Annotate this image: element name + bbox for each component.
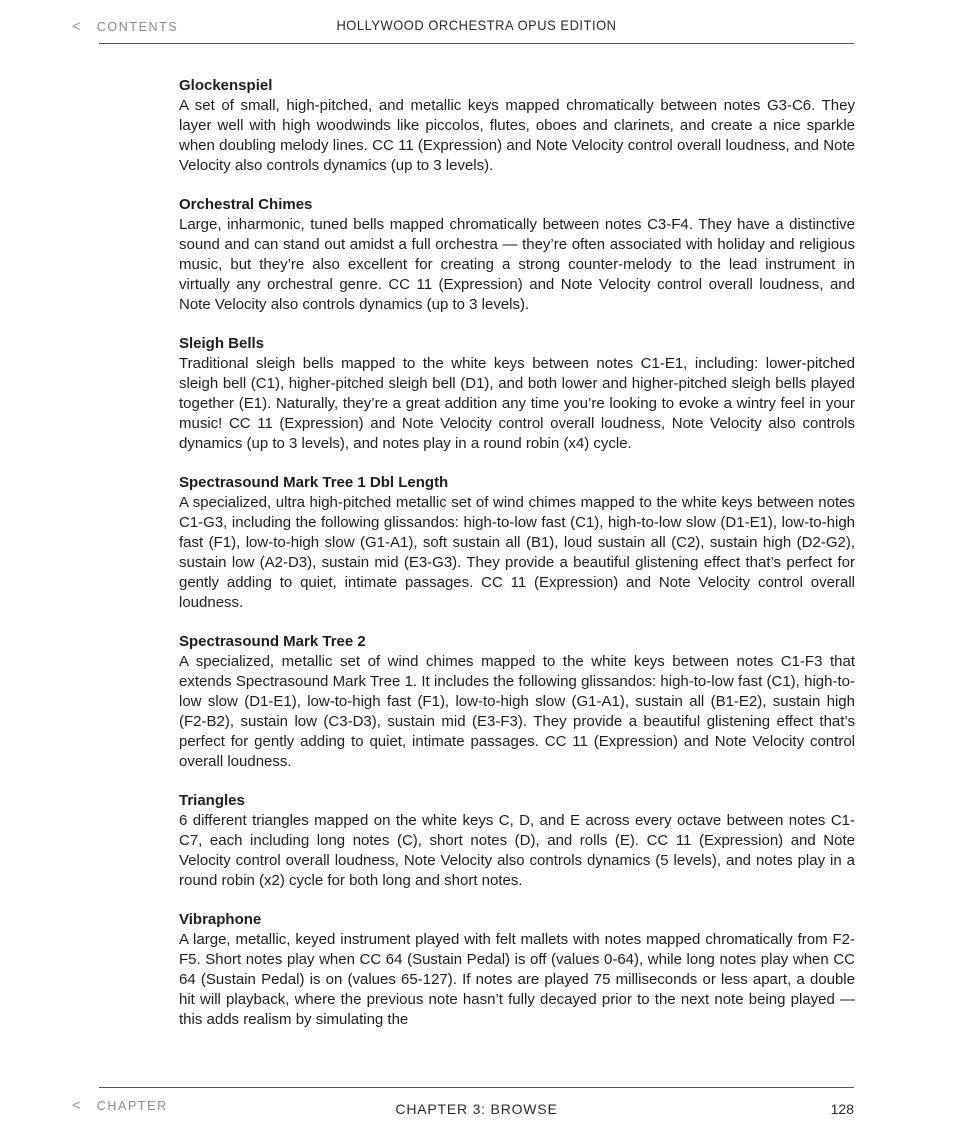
chevron-left-icon: < bbox=[72, 18, 81, 35]
document-title: HOLLYWOOD ORCHESTRA OPUS EDITION bbox=[336, 17, 617, 33]
section-heading: Vibraphone bbox=[179, 911, 262, 929]
section-heading: Sleigh Bells bbox=[179, 335, 265, 353]
chapter-title: CHAPTER 3: BROWSE bbox=[395, 1101, 558, 1117]
contents-link-label: CONTENTS bbox=[96, 19, 179, 34]
page-footer bbox=[96, 1087, 854, 1134]
page-content bbox=[179, 76, 855, 1049]
section-body: A specialized, metallic set of wind chimes mapped to the white keys between notes C1-F3 that extends Spectrasound Mark Tree 1. It includes the following glissandos: high-to-low fast (C1), high-to-low slow (D1-E1), low-to-high fast (F1), low-to-high slow (G1-A1), sustain all (B1-E2), sustain high (F2-B2), sustain low (C3-D3), sustain mid (E3-F3). They provide a beautiful glistening effect that’s perfect for gently adding to quiet, intimate passages. CC 11 (Expression) and Note Velocity control overall loudness. bbox=[179, 653, 855, 770]
chevron-left-icon: < bbox=[72, 1097, 81, 1114]
section-mark-tree-1 bbox=[179, 473, 855, 612]
page-header bbox=[96, 0, 854, 44]
section-vibraphone bbox=[179, 910, 855, 1030]
section-mark-tree-2 bbox=[179, 632, 855, 771]
section-body: A specialized, ultra high-pitched metallic set of wind chimes mapped to the white keys between notes C1-G3, including the following glissandos: high-to-low fast (C1), high-to-low slow (D1-E1), low-to-high fast (F1), low-to-high slow (G1-A1), soft sustain all (B1), loud sustain all (C2), sustain high (D2-G2), sustain low (A2-D3), sustain mid (E3-G3). They provide a beautiful glistening effect that’s perfect for gently adding to quiet, intimate passages. CC 11 (Expression) and Note Velocity control overall loudness. bbox=[179, 494, 855, 611]
chapter-link-label: CHAPTER bbox=[96, 1098, 168, 1113]
section-orchestral-chimes bbox=[179, 195, 855, 315]
page-number: 128 bbox=[830, 1101, 854, 1117]
section-sleigh-bells bbox=[179, 334, 855, 454]
section-body: A large, metallic, keyed instrument played with felt mallets with notes mapped chromatically from F2-F5. Short notes play when CC 64 (Sustain Pedal) is off (values 0-64), while long notes play when CC 64 (Sustain Pedal) is on (values 65-127). If notes are played 75 milliseconds or less apart, a double hit will playback, where the previous note hasn’t fully decayed prior to the next note being played — this adds realism by simulating the bbox=[179, 931, 855, 1028]
section-triangles bbox=[179, 791, 855, 891]
section-heading: Glockenspiel bbox=[179, 77, 273, 94]
section-heading: Spectrasound Mark Tree 2 bbox=[179, 633, 366, 651]
contents-link[interactable] bbox=[72, 16, 178, 37]
section-heading: Orchestral Chimes bbox=[179, 196, 313, 214]
section-heading: Spectrasound Mark Tree 1 Dbl Length bbox=[179, 474, 449, 492]
section-body: Traditional sleigh bells mapped to the white keys between notes C1-E1, including: lower-pitched sleigh bell (C1), higher-pitched sleigh bell (D1), and both lower and higher-pitched sleigh bells played together (E1). Naturally, they’re a great addition any time you’re looking to evoke a wintry feel in your music! CC 11 (Expression) and Note Velocity control overall loudness, Note Velocity also controls dynamics (up to 3 levels), and notes play in a round robin (x4) cycle. bbox=[179, 355, 855, 452]
section-body: 6 different triangles mapped on the white keys C, D, and E across every octave between notes C1-C7, each including long notes (C), short notes (D), and rolls (E). CC 11 (Expression) and Note Velocity control overall loudness, Note Velocity also controls dynamics (5 levels), and notes play in a round robin (x2) cycle for both long and short notes. bbox=[179, 812, 855, 889]
chapter-link[interactable] bbox=[72, 1097, 168, 1114]
section-heading: Triangles bbox=[179, 792, 245, 810]
section-body: A set of small, high-pitched, and metallic keys mapped chromatically between notes G3-C6. They layer well with high woodwinds like piccolos, flutes, oboes and clarinets, and create a nice sparkle when doubling melody lines. CC 11 (Expression) and Note Velocity control overall loudness, and Note Velocity also controls dynamics (up to 3 levels). bbox=[179, 97, 855, 174]
section-body: Large, inharmonic, tuned bells mapped chromatically between notes C3-F4. They have a distinctive sound and can stand out amidst a full orchestra — they’re often associated with holiday and religious music, but they’re also excellent for creating a strong counter-melody to the lead instrument in virtually any orchestral genre. CC 11 (Expression) and Note Velocity control overall loudness, and Note Velocity also controls dynamics (up to 3 levels). bbox=[179, 216, 855, 313]
section-glockenspiel bbox=[179, 76, 855, 176]
